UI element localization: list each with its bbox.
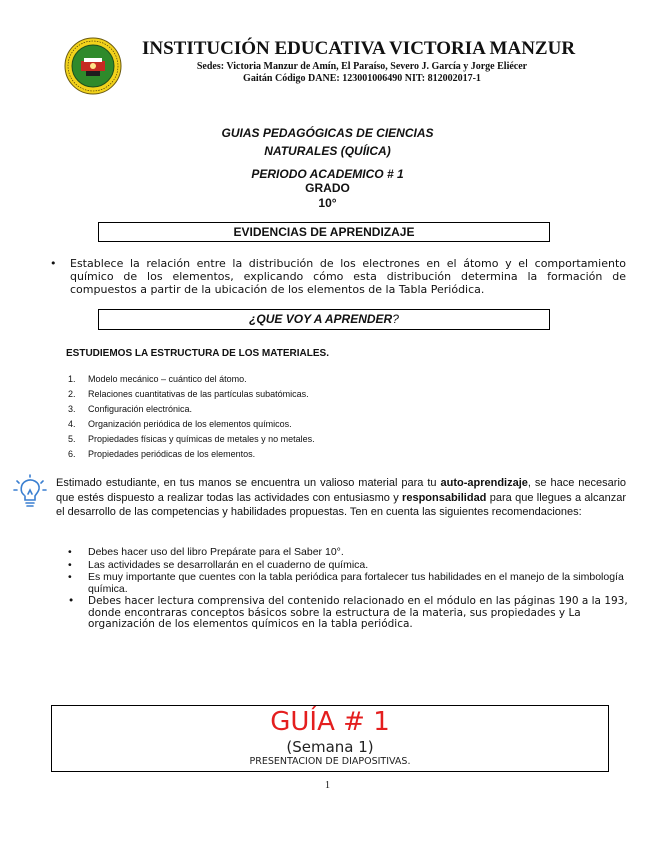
list-item bbox=[68, 402, 468, 417]
grade-value: 10° bbox=[318, 196, 337, 210]
guide-title-line2: NATURALES (QUÍICA) bbox=[264, 144, 391, 158]
list-text: Las actividades se desarrollarán en el cuaderno de química. bbox=[88, 558, 369, 571]
intro-text: para que llegues a alcanzar el desarrollo de las competencias y habilidades propuestas. Ten en cuenta las siguientes recomendaciones: bbox=[56, 491, 626, 518]
estudiemos-heading: ESTUDIEMOS LA ESTRUCTURA DE LOS MATERIALES. bbox=[66, 348, 329, 359]
list-text: Configuración electrónica. bbox=[88, 404, 193, 414]
list-item bbox=[68, 432, 468, 447]
guia-week: (Semana 1) bbox=[286, 738, 374, 756]
list-item bbox=[68, 372, 468, 387]
list-item bbox=[68, 447, 468, 462]
guia-box bbox=[51, 705, 609, 772]
bullet-dot: • bbox=[68, 571, 72, 583]
list-text: Organización periódica de los elementos químicos. bbox=[88, 419, 292, 429]
list-number: 3. bbox=[68, 404, 76, 414]
list-text: Propiedades periódicas de los elementos. bbox=[88, 449, 256, 459]
bullet-dot: • bbox=[68, 595, 75, 607]
list-item bbox=[68, 572, 628, 595]
lightbulb-icon bbox=[12, 473, 48, 513]
page-number: 1 bbox=[325, 780, 330, 791]
institution-sedes: Sedes: Victoria Manzur de Amín, El Paraíso, Severo J. García y Jorge Eliécer bbox=[196, 61, 528, 72]
list-item bbox=[68, 596, 628, 631]
list-text: Debes hacer uso del libro Prepárate para el Saber 10°. bbox=[88, 546, 344, 558]
institution-dane: Gaitán Código DANE: 123001006490 NIT: 812002017-1 bbox=[243, 73, 481, 84]
list-item bbox=[68, 560, 628, 572]
list-text: Debes hacer lectura comprensiva del contenido relacionado en el módulo en las páginas 190 a la 193, donde encontraras conceptos básicos sobre la estructura de la materia, sus propiedades y La organización de los elementos químicos en la tabla periódica. bbox=[88, 595, 628, 630]
recommendations-list bbox=[68, 547, 628, 632]
bullet-dot: • bbox=[50, 257, 57, 270]
list-number: 2. bbox=[68, 389, 76, 399]
topics-list bbox=[68, 372, 468, 462]
evidencias-text: Establece la relación entre la distribución de los electrones en el átomo y el comportamiento químico de los elementos, explicando cómo esta distribución determina la formación de compuestos a partir de la ubicación de los elementos de la Tabla Periódica. bbox=[70, 257, 626, 296]
question-mark: ? bbox=[392, 312, 399, 326]
list-number: 6. bbox=[68, 449, 76, 459]
guia-title: GUÍA # 1 bbox=[270, 707, 390, 737]
list-text: Relaciones cuantitativas de las partículas subatómicas. bbox=[88, 389, 309, 399]
list-item bbox=[68, 547, 628, 559]
guia-subtitle: PRESENTACION DE DIAPOSITIVAS. bbox=[249, 756, 411, 767]
list-number: 1. bbox=[68, 374, 76, 384]
intro-bold-term: auto-aprendizaje bbox=[440, 477, 528, 489]
list-item bbox=[68, 387, 468, 402]
intro-bold-term: responsabilidad bbox=[402, 491, 487, 504]
grade-label: GRADO bbox=[305, 181, 350, 195]
bullet-dot: • bbox=[68, 546, 72, 558]
bullet-dot: • bbox=[68, 558, 72, 571]
evidencias-heading: EVIDENCIAS DE APRENDIZAJE bbox=[98, 222, 550, 242]
que-voy-aprender-text: ¿QUE VOY A APRENDER bbox=[249, 312, 393, 326]
intro-text: , se hace necesario que estés dispuesto a realizar todas las actividades con entusiasmo y bbox=[56, 477, 626, 504]
institution-name: INSTITUCIÓN EDUCATIVA VICTORIA MANZUR bbox=[142, 38, 576, 59]
intro-text: Estimado estudiante, en tus manos se encuentra un valioso material para tu bbox=[56, 477, 441, 489]
list-number: 4. bbox=[68, 419, 76, 429]
list-number: 5. bbox=[68, 434, 76, 444]
school-crest-icon bbox=[64, 37, 122, 95]
list-item bbox=[68, 417, 468, 432]
que-voy-aprender-heading bbox=[98, 309, 550, 330]
list-text: Modelo mecánico – cuántico del átomo. bbox=[88, 374, 247, 384]
intro-paragraph bbox=[56, 476, 626, 520]
list-text: Propiedades físicas y químicas de metales y no metales. bbox=[88, 434, 315, 444]
academic-period: PERIODO ACADEMICO # 1 bbox=[251, 167, 404, 181]
guide-title-line1: GUIAS PEDAGÓGICAS DE CIENCIAS bbox=[221, 126, 434, 140]
list-text: Es muy importante que cuentes con la tabla periódica para fortalecer tus habilidades en el manejo de la simbología química. bbox=[88, 571, 624, 595]
